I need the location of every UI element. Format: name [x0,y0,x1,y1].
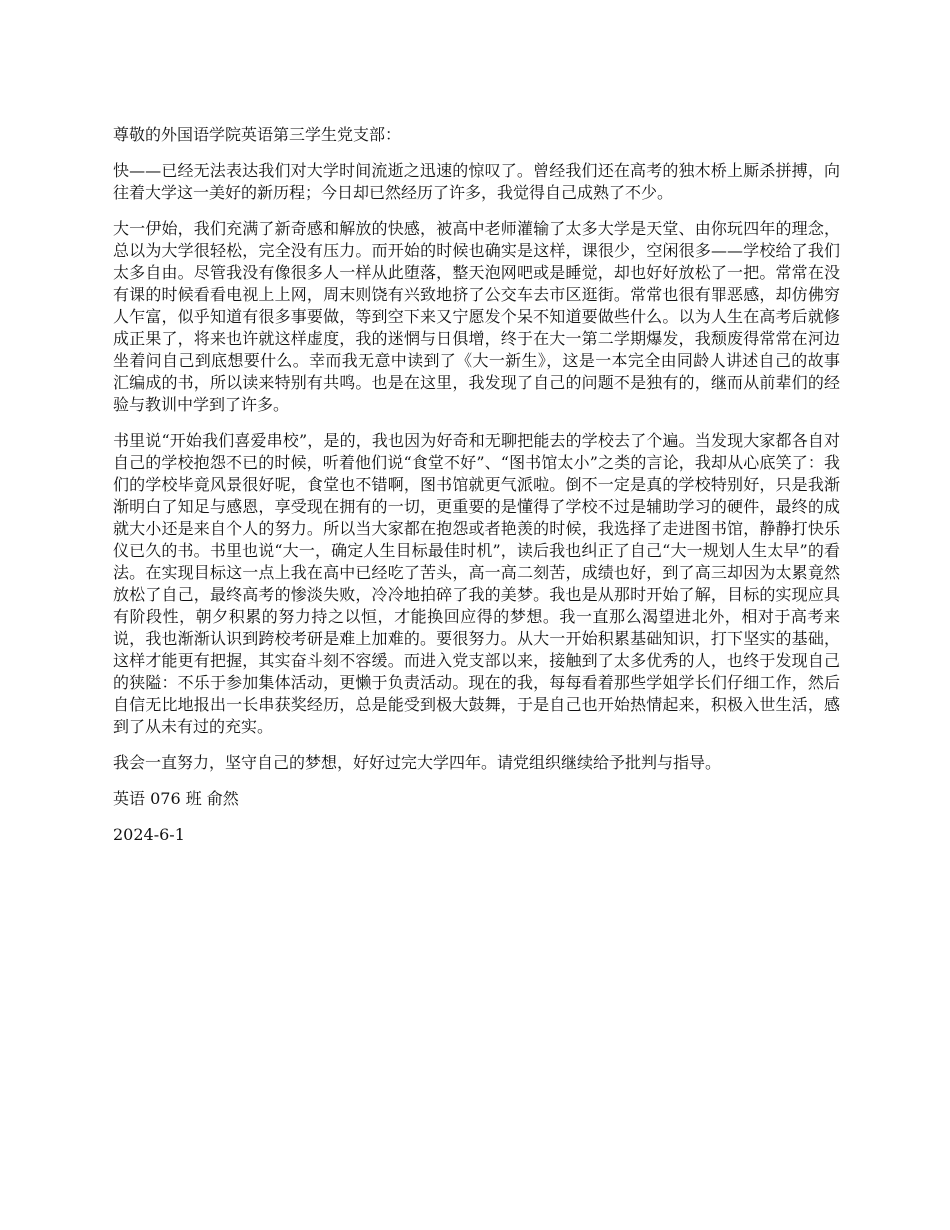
paragraph-4: 我会一直努力，坚守自己的梦想，好好过完大学四年。请党组织继续给予批判与指导。 [113,753,722,772]
paragraph-1: 快——已经无法表达我们对大学时间流逝之迅速的惊叹了。曾经我们还在高考的独木桥上厮杀拼搏，向往着大学这一美好的新历程；今日却已然经历了许多，我觉得自己成熟了不少。 [113,161,840,202]
date: 2024-6-1 [113,825,185,844]
letter-body [113,124,840,860]
signature: 英语 076 班 俞然 [113,789,239,808]
paragraph-2: 大一伊始，我们充满了新奇感和解放的快感，被高中老师灌输了太多大学是天堂、由你玩四年的理念，总以为大学很轻松，完全没有压力。而开始的时候也确实是这样，课很少，空闲很多——学校给了我们太多自由。尽管我没有像很多人一样从此堕落，整天泡网吧或是睡觉，却也好好放松了一把。常常在没有课的时候看看电视上上网，周末则饶有兴致地挤了公交车去市区逛街。常常也很有罪恶感，却仿佛穷人乍富，似乎知道有很多事要做，等到空下来又宁愿发个呆不知道要做些什么。以为人生在高考后就修成正果了，将来也许就这样虚度，我的迷惘与日俱增，终于在大一第二学期爆发，我颓废得常常在河边坐着问自己到底想要什么。幸而我无意中读到了《大一新生》，这是一本完全由同龄人讲述自己的故事汇编成的书，所以读来特别有共鸣。也是在这里，我发现了自己的问题不是独有的，继而从前辈们的经验与教训中学到了许多。 [113,219,840,414]
paragraph-3: 书里说“开始我们喜爱串校”，是的，我也因为好奇和无聊把能去的学校去了个遍。当发现大家都各自对自己的学校抱怨不已的时候，听着他们说“食堂不好”、“图书馆太小”之类的言论，我却从心底笑了：我们的学校毕竟风景很好呢，食堂也不错啊，图书馆就更气派啦。倒不一定是真的学校特别好，只是我渐渐明白了知足与感恩，享受现在拥有的一切，更重要的是懂得了学校不过是辅助学习的硬件，最终的成就大小还是来自个人的努力。所以当大家都在抱怨或者艳羡的时候，我选择了走进图书馆，静静打快乐仪已久的书。书里也说“大一，确定人生目标最佳时机”，读后我也纠正了自己“大一规划人生太早”的看法。在实现目标这一点上我在高中已经吃了苦头，高一高二刻苦，成绩也好，到了高三却因为太累竟然放松了自己，最终高考的惨淡失败，冷冷地拍碎了我的美梦。我也是从那时开始了解，目标的实现应具有阶段性，朝夕积累的努力持之以恒，才能换回应得的梦想。我一直那么渴望进北外，相对于高考来说，我也渐渐认识到跨校考研是难上加难的。要很努力。从大一开始积累基础知识，打下坚实的基础，这样才能更有把握，其实奋斗刻不容缓。而进入党支部以来，接触到了太多优秀的人，也终于发现自己的狭隘：不乐于参加集体活动，更懒于负责活动。现在的我，每每看着那些学姐学长们仔细工作，然后自信无比地报出一长串获奖经历，总是能受到极大鼓舞，于是自己也开始热情起来，积极入世生活，感到了从未有过的充实。 [113,431,840,736]
salutation: 尊敬的外国语学院英语第三学生党支部： [113,125,402,144]
